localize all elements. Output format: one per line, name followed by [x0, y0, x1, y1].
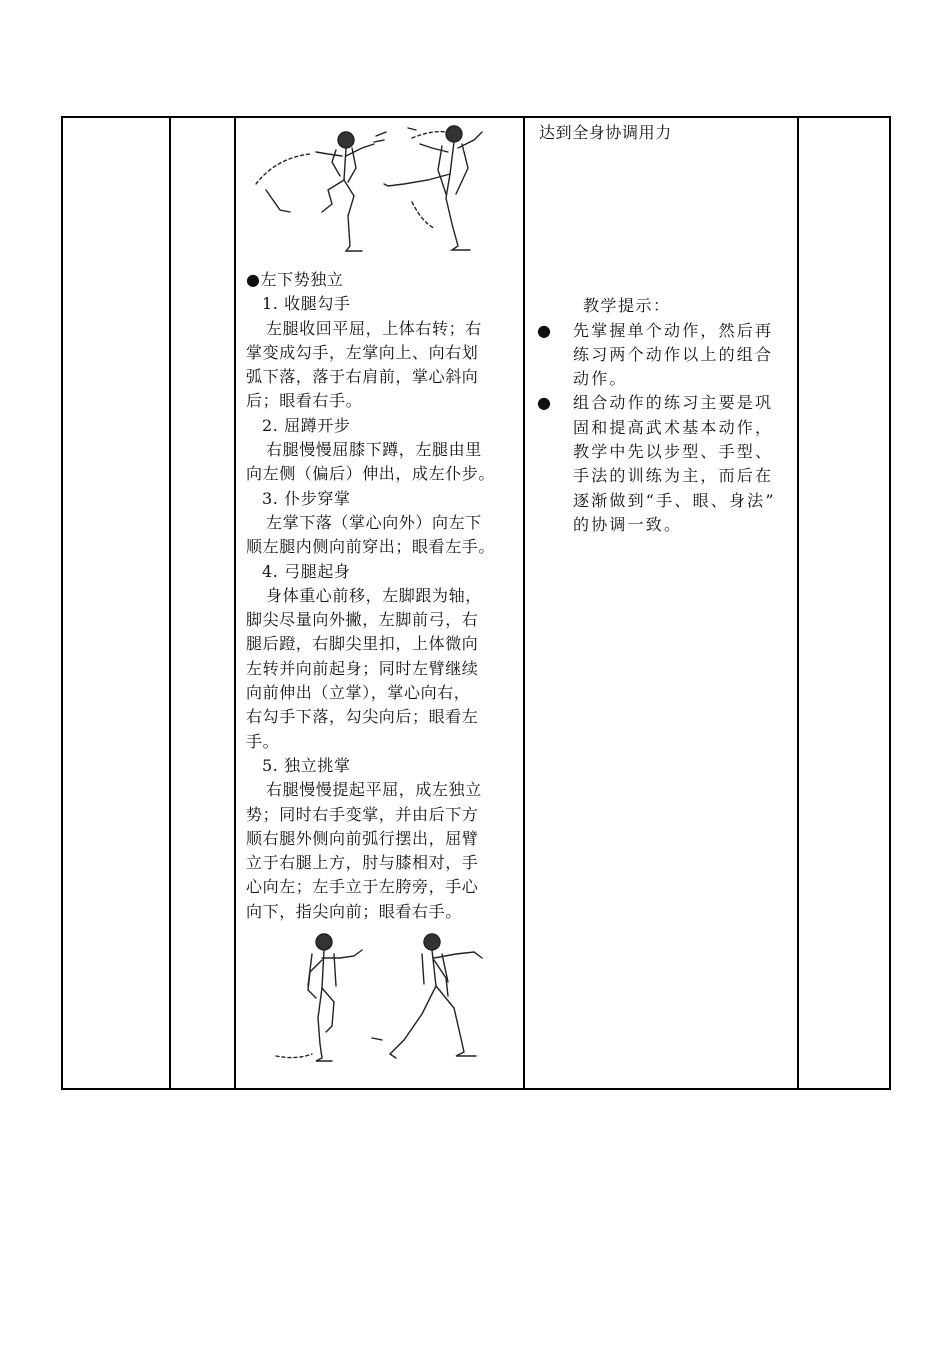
tip-item — [525, 319, 799, 392]
tip-line: 逐渐做到“手、眼、身法” — [573, 490, 776, 510]
description-line: 向前伸出（立掌），掌心向右， — [246, 683, 471, 703]
description-line: 2. 屈蹲开步 — [262, 415, 351, 435]
column-divider — [169, 118, 171, 1088]
lesson-table — [61, 116, 891, 1090]
description-line: 右腿慢慢屈膝下蹲，左腿由里 — [266, 440, 482, 460]
description-line: 左转并向前起身；同时左臂继续 — [246, 658, 479, 678]
description-line: 弧下落，落于右肩前，掌心斜向 — [246, 367, 479, 387]
stance-figures-illustration — [236, 928, 523, 1068]
description-line: 向下，指尖向前；眼看右手。 — [246, 901, 462, 921]
description-line: 右腿慢慢提起平屈，成左独立 — [266, 780, 482, 800]
section-title: ●左下势独立 — [246, 270, 344, 289]
tip-line: 固和提高武术基本动作， — [573, 417, 774, 437]
description-line: 身体重心前移，左脚跟为轴， — [266, 585, 482, 605]
description-line: 向左侧（偏后）伸出，成左仆步。 — [246, 464, 496, 484]
description-line: 心向左；左手立于左胯旁，手心 — [246, 877, 479, 897]
description-line: 手。 — [246, 731, 280, 751]
movement-steps — [236, 292, 523, 924]
description-line: 1. 收腿勾手 — [262, 294, 351, 314]
description-line: 顺右腿外侧向前弧行摆出，屈臂 — [246, 828, 479, 848]
description-line: 势；同时右手变掌，并由后下方 — [246, 804, 479, 824]
description-line: 4. 弓腿起身 — [262, 561, 351, 581]
tips-title: 教学提示： — [583, 296, 671, 316]
description-line: 5. 独立挑掌 — [262, 755, 351, 775]
movement-description-cell — [236, 118, 523, 1088]
description-line: 腿后蹬，右脚尖里扣，上体微向 — [246, 634, 479, 654]
tips-list — [525, 319, 799, 538]
kick-figures-illustration — [236, 118, 523, 268]
description-line: 3. 仆步穿掌 — [262, 488, 351, 508]
tip-item — [525, 391, 799, 537]
tip-line: 练习两个动作以上的组合 — [573, 344, 774, 364]
tip-line: 教学中先以步型、手型、 — [573, 442, 774, 462]
description-line: 脚尖尽量向外撇，左脚前弓，右 — [246, 610, 479, 630]
bullet-icon: ● — [537, 393, 551, 413]
tip-line: 动作。 — [573, 369, 628, 389]
bullet-icon: ● — [537, 320, 551, 340]
description-line: 掌变成勾手，左掌向上、向右划 — [246, 342, 479, 362]
top-text: 达到全身协调用力 — [539, 123, 672, 142]
description-line: 左掌下落（掌心向外）向左下 — [266, 512, 482, 532]
tip-line: 手法的训练为主，而后在 — [573, 466, 774, 486]
description-line: 右勾手下落，勾尖向后；眼看左 — [246, 707, 479, 727]
tip-line: 的协调一致。 — [573, 514, 683, 534]
tip-line: 组合动作的练习主要是巩 — [573, 393, 774, 413]
description-line: 后；眼看右手。 — [246, 391, 363, 411]
tip-line: 先掌握单个动作，然后再 — [573, 320, 774, 340]
description-line: 左腿收回平屈，上体右转；右 — [266, 318, 482, 338]
teaching-notes-cell — [525, 118, 799, 1088]
description-line: 立于右腿上方，肘与膝相对，手 — [246, 853, 479, 873]
description-line: 顺左腿内侧向前穿出；眼看左手。 — [246, 537, 496, 557]
